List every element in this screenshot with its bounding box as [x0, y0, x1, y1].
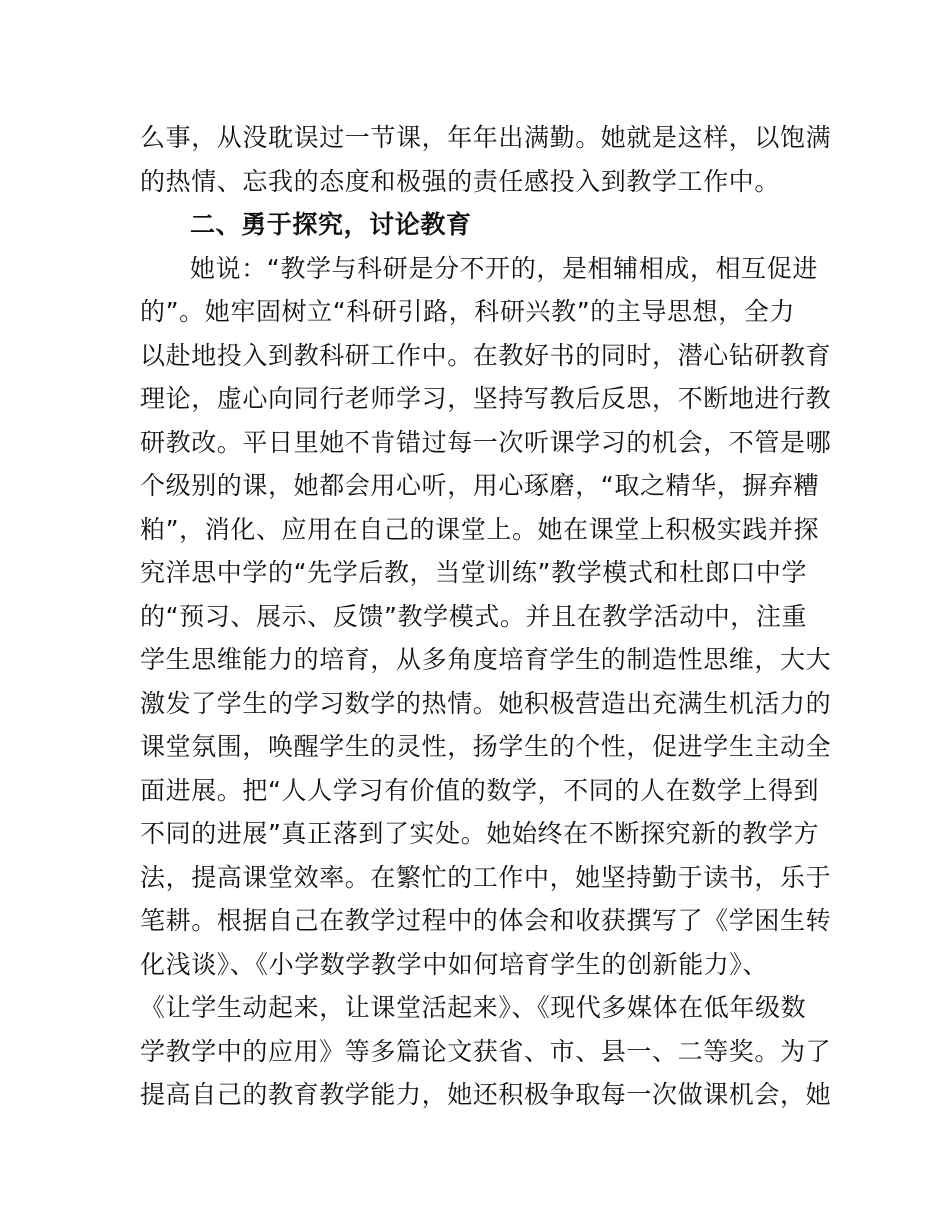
paragraph-line: 粕”，消化、应用在自己的课堂上。她在课堂上积极实践并探: [140, 514, 820, 544]
section-heading: 二、勇于探究，讨论教育: [190, 210, 472, 239]
paragraph-line: 的热情、忘我的态度和极强的责任感投入到教学工作中。: [140, 166, 781, 196]
paragraph-line: 的“预习、展示、反馈”教学模式。并且在教学活动中，注重: [140, 601, 808, 631]
paragraph-line: 学生思维能力的培育，从多角度培育学生的制造性思维，大大: [140, 645, 832, 674]
paragraph-line: 以赴地投入到教科研工作中。在教好书的同时，潜心钻研教育: [140, 340, 832, 370]
paragraph-line: 她说：“教学与科研是分不开的，是相辅相成，相互促进: [190, 253, 818, 283]
paragraph-line: 学教学中的应用》等多篇论文获省、市、县一、二等奖。为了: [140, 1036, 832, 1066]
paragraph-line: 《让学生动起来，让课堂活起来》、《现代多媒体在低年级数: [140, 993, 807, 1022]
paragraph-line: 个级别的课，她都会用心听，用心琢磨，“取之精华，摒弃糟: [140, 471, 820, 500]
paragraph-line: 么事，从没耽误过一节课，年年出满勤。她就是这样，以饱满: [140, 123, 832, 152]
paragraph-line: 笔耕。根据自己在教学过程中的体会和收获撰写了《学困生转: [140, 906, 832, 935]
paragraph-line: 激发了学生的学习数学的热情。她积极营造出充满生机活力的: [140, 688, 832, 718]
paragraph-line: 研教改。平日里她不肯错过每一次听课学习的机会，不管是哪: [140, 427, 832, 457]
paragraph-line: 不同的进展”真正落到了实处。她始终在不断探究新的教学方: [140, 819, 820, 848]
document-body: [140, 116, 832, 1117]
paragraph-line: 提高自己的教育教学能力，她还积极争取每一次做课机会，她: [140, 1080, 832, 1109]
paragraph-line: 面进展。把“人人学习有价值的数学，不同的人在数学上得到: [140, 775, 820, 805]
paragraph-line: 理论，虚心向同行老师学习，坚持写教后反思，不断地进行教: [140, 384, 832, 413]
paragraph-line: 化浅谈》、《小学数学教学中如何培育学生的创新能力》、: [140, 949, 769, 979]
paragraph-line: 的”。她牢固树立“科研引路，科研兴教”的主导思想，全力: [140, 297, 796, 326]
paragraph-line: 法，提高课堂效率。在繁忙的工作中，她坚持勤于读书，乐于: [140, 862, 832, 892]
paragraph-line: 究洋思中学的“先学后教，当堂训练”教学模式和杜郎口中学: [140, 558, 808, 587]
paragraph-line: 课堂氛围，唤醒学生的灵性，扬学生的个性，促进学生主动全: [140, 732, 832, 761]
